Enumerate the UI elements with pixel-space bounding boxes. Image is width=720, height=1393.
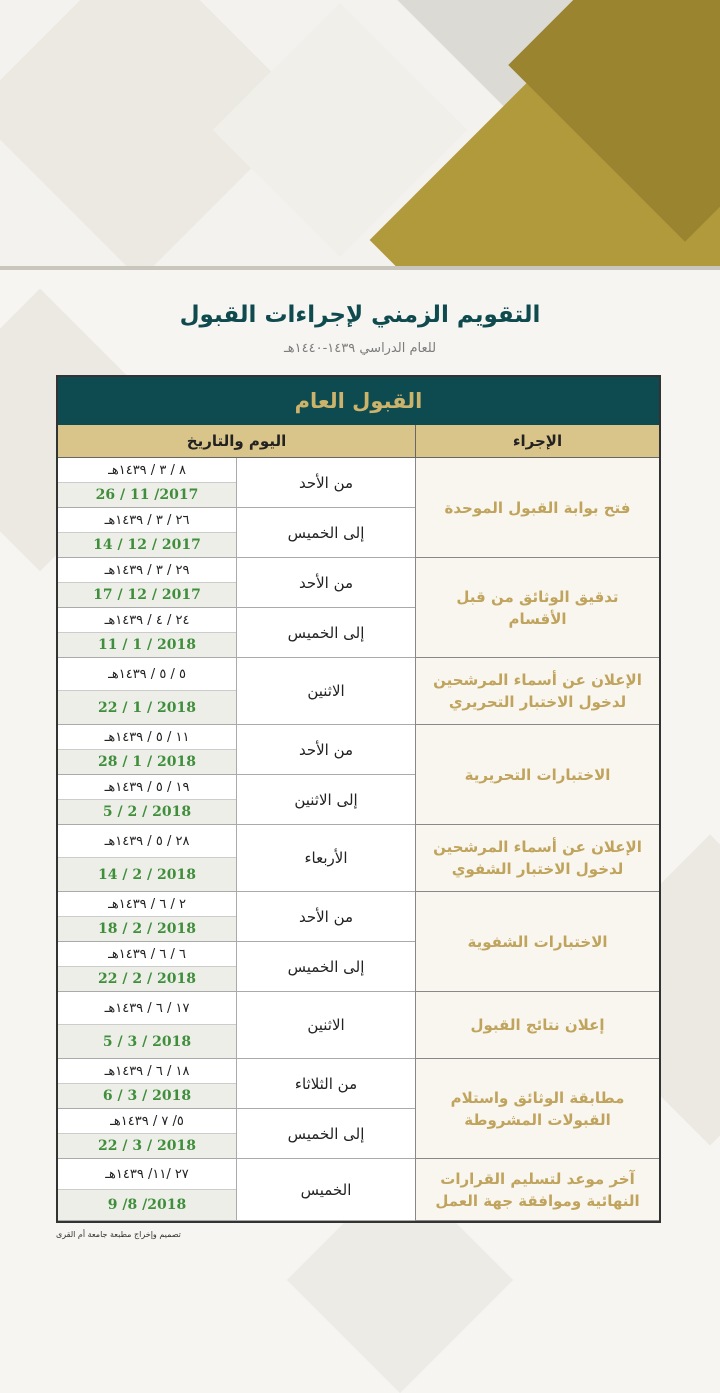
banner-divider [0,266,720,270]
gregorian-date: 22 / 1 / 2018 [58,691,236,725]
action-cell: آخر موعد لتسليم القرارات النهائية وموافقة جهة العمل [415,1159,659,1221]
day-cell: إلى الاثنين [236,775,415,825]
gregorian-date: 14 / 12 / 2017 [58,533,236,558]
gregorian-date: 26 / 11 /2017 [58,483,236,508]
action-cell: تدقيق الوثائق من قبل الأقسام [415,558,659,658]
hijri-date: ٢٤ / ٤ / ١٤٣٩هـ [58,608,236,633]
hijri-date: ٢٦ / ٣ / ١٤٣٩هـ [58,508,236,533]
day-cell: من الأحد [236,892,415,942]
day-cell: الاثنين [236,658,415,725]
action-cell: الاختبارات التحريرية [415,725,659,825]
gregorian-date: 17 / 12 / 2017 [58,583,236,608]
day-cell: من الأحد [236,558,415,608]
page-subtitle: للعام الدراسي ١٤٣٩-١٤٤٠هـ [283,341,437,356]
day-cell: الاثنين [236,992,415,1059]
day-cell: إلى الخميس [236,608,415,658]
hijri-date: ٢٩ / ٣ / ١٤٣٩هـ [58,558,236,583]
hijri-date: ٥/ ٧ / ١٤٣٩هـ [58,1109,236,1134]
day-cell: من الأحد [236,458,415,508]
hijri-date: ١٨ / ٦ / ١٤٣٩هـ [58,1059,236,1084]
column-header-date: اليوم والتاريخ [58,425,415,458]
gregorian-date: 18 / 2 / 2018 [58,917,236,942]
hijri-date: ٢٨ / ٥ / ١٤٣٩هـ [58,825,236,858]
gregorian-date: 5 / 3 / 2018 [58,1025,236,1059]
gregorian-date: 22 / 2 / 2018 [58,967,236,992]
day-cell: من الأحد [236,725,415,775]
gregorian-date: 11 / 1 / 2018 [58,633,236,658]
day-cell: الأربعاء [236,825,415,892]
column-header-action: الإجراء [415,425,659,458]
hijri-date: ٥ / ٥ / ١٤٣٩هـ [58,658,236,691]
action-cell: إعلان نتائج القبول [415,992,659,1059]
action-cell: الاختبارات الشفوية [415,892,659,992]
hijri-date: ٨ / ٣ / ١٤٣٩هـ [58,458,236,483]
gregorian-date: 14 / 2 / 2018 [58,858,236,892]
footer-credit: تصميم وإخراج مطبعة جامعة أم القرى [56,1230,181,1239]
gregorian-date: 6 / 3 / 2018 [58,1084,236,1109]
schedule-table [56,375,661,1223]
action-cell: مطابقة الوثائق واستلام القبولات المشروطة [415,1059,659,1159]
header-banner [0,0,720,268]
action-cell: فتح بوابة القبول الموحدة [415,458,659,558]
day-cell: إلى الخميس [236,508,415,558]
hijri-date: ١٩ / ٥ / ١٤٣٩هـ [58,775,236,800]
page-title: التقويم الزمني لإجراءات القبول [179,302,541,328]
hijri-date: ٢٧ /١١/ ١٤٣٩هـ [58,1159,236,1190]
day-cell: الخميس [236,1159,415,1221]
gregorian-date: 22 / 3 / 2018 [58,1134,236,1159]
table-title: القبول العام [58,377,659,425]
gregorian-date: 5 / 2 / 2018 [58,800,236,825]
hijri-date: ٢ / ٦ / ١٤٣٩هـ [58,892,236,917]
day-cell: إلى الخميس [236,1109,415,1159]
action-cell: الإعلان عن أسماء المرشحين لدخول الاختبار الشفوي [415,825,659,892]
day-cell: إلى الخميس [236,942,415,992]
gregorian-date: 9 /8 /2018 [58,1190,236,1221]
hijri-date: ١١ / ٥ / ١٤٣٩هـ [58,725,236,750]
action-cell: الإعلان عن أسماء المرشحين لدخول الاختبار التحريري [415,658,659,725]
gregorian-date: 28 / 1 / 2018 [58,750,236,775]
hijri-date: ١٧ / ٦ / ١٤٣٩هـ [58,992,236,1025]
hijri-date: ٦ / ٦ / ١٤٣٩هـ [58,942,236,967]
day-cell: من الثلاثاء [236,1059,415,1109]
